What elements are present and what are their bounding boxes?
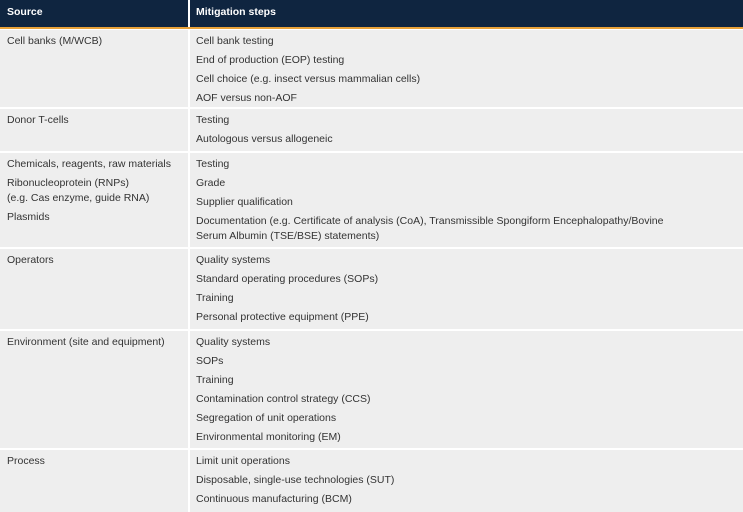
mitigation-step: Testing (196, 158, 230, 170)
header-accent-line (0, 27, 743, 29)
table-row (0, 109, 743, 151)
source-text: Process (7, 455, 45, 467)
mitigation-step: Autologous versus allogeneic (196, 133, 333, 145)
mitigation-step: Documentation (e.g. Certificate of analysis (CoA), Transmissible Spongiform Encephalopathy/Bovine (196, 215, 664, 227)
table-row (0, 450, 743, 512)
source-text: Environment (site and equipment) (7, 336, 165, 348)
source-text: Ribonucleoprotein (RNPs) (7, 177, 129, 189)
source-text: Cell banks (M/WCB) (7, 35, 103, 47)
header-source: Source (7, 6, 43, 18)
source-text: Chemicals, reagents, raw materials (7, 158, 171, 170)
mitigation-step: Standard operating procedures (SOPs) (196, 273, 379, 285)
mitigation-step: Testing (196, 114, 230, 126)
mitigation-step: Disposable, single-use technologies (SUT) (196, 474, 395, 486)
mitigation-step: Cell choice (e.g. insect versus mammalian cells) (196, 73, 421, 85)
source-text: Donor T-cells (7, 114, 69, 126)
mitigation-step: Personal protective equipment (PPE) (196, 311, 369, 323)
source-cell (0, 450, 188, 512)
mitigation-step: Quality systems (196, 336, 271, 348)
mitigation-cell (190, 249, 743, 329)
mitigation-step: Continuous manufacturing (BCM) (196, 493, 352, 505)
table-row (0, 249, 743, 329)
mitigation-cell (190, 450, 743, 512)
source-cell (0, 249, 188, 329)
mitigation-step: Limit unit operations (196, 455, 290, 467)
mitigation-step: Grade (196, 177, 226, 189)
mitigation-step: Supplier qualification (196, 196, 293, 208)
mitigation-step: Quality systems (196, 254, 271, 266)
mitigation-step: End of production (EOP) testing (196, 54, 345, 66)
source-text: Operators (7, 254, 54, 266)
mitigation-step: SOPs (196, 355, 224, 367)
mitigation-step: Segregation of unit operations (196, 412, 337, 424)
source-cell (0, 30, 188, 107)
source-cell (0, 331, 188, 448)
table-row (0, 30, 743, 107)
table-header (0, 0, 743, 29)
mitigation-step: Training (196, 374, 234, 386)
source-cell (0, 153, 188, 247)
mitigation-step-continued: Serum Albumin (TSE/BSE) statements) (196, 230, 380, 242)
table-row (0, 331, 743, 448)
table-row (0, 153, 743, 247)
source-text: Plasmids (7, 211, 50, 223)
mitigation-cell (190, 30, 743, 107)
source-cell (0, 109, 188, 151)
mitigation-step: AOF versus non-AOF (196, 92, 297, 104)
source-text: (e.g. Cas enzyme, guide RNA) (7, 192, 150, 204)
header-mitigation: Mitigation steps (196, 6, 276, 18)
mitigation-cell (190, 331, 743, 448)
mitigation-step: Contamination control strategy (CCS) (196, 393, 371, 405)
header-divider (188, 0, 190, 27)
mitigation-step: Training (196, 292, 234, 304)
mitigation-step: Cell bank testing (196, 35, 274, 47)
mitigation-cell (190, 153, 743, 247)
mitigation-cell (190, 109, 743, 151)
mitigation-step: Environmental monitoring (EM) (196, 431, 341, 443)
